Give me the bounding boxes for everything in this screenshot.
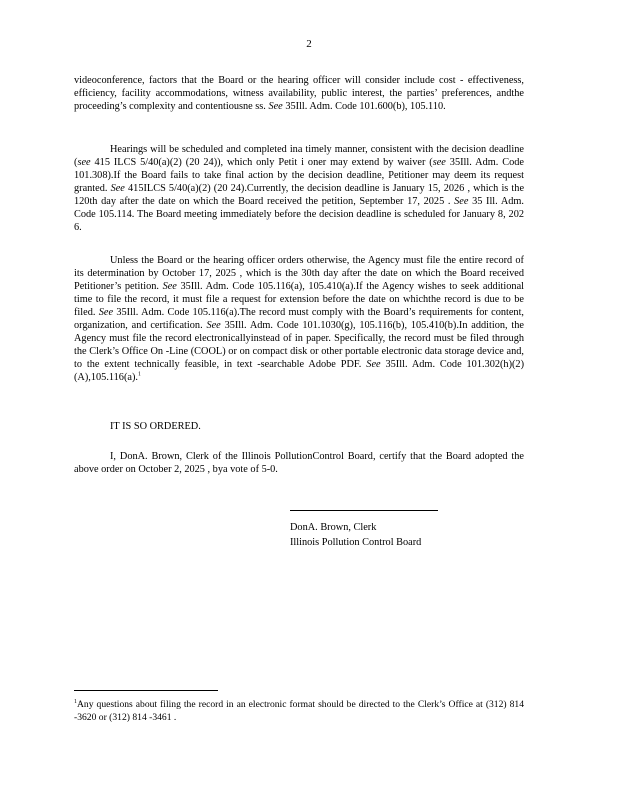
para2-text-a: Hearings will be scheduled and completed ina timely manner, consistent with the decision deadline (	[74, 144, 524, 168]
signature-line	[290, 510, 438, 511]
citation-signal: See	[110, 183, 125, 194]
citation-signal: see	[77, 157, 91, 168]
citation-signal: See	[268, 101, 283, 112]
certification-text: I, DonA. Brown, Clerk of the Illinois PollutionControl Board, certify that the Board adopted the above order on October 2, 2025 , bya vote of 5-0.	[74, 451, 524, 475]
footnote-marker: 1	[74, 698, 77, 705]
citation-signal: See	[454, 196, 469, 207]
para2-text-e: 35 Ill. Adm. Code 105.114. The Board meeting immediately before the decision deadline is scheduled for January 8, 202 6.	[74, 196, 524, 233]
citation-signal: See	[162, 281, 177, 292]
paragraph-continued	[74, 74, 524, 113]
para3-text-c: 35Ill. Adm. Code 105.116(a).The record must comply with the Board’s requirements for content, organization, and certification.	[74, 307, 525, 331]
para3-text-d: 35Ill. Adm. Code 101.1030(g), 105.116(b), 105.410(b).In addition, the Agency must file the record electronicallyinstead of in paper. Specifically, the record must be filed through the Clerk’s Office On -Line (COOL) or on compact disk or other portable electronic data storage device and, to the extent technically feasible, in text -searchable Adobe PDF.	[74, 320, 524, 370]
signer-name: DonA. Brown, Clerk	[290, 522, 377, 533]
para3-text-a: Unless the Board or the hearing officer orders otherwise, the Agency must file the entire record of its determination by October 17, 2025 , which is the 30th day after the date on which the Board received Petitioner’s petition.	[74, 255, 524, 292]
footnote	[74, 698, 524, 724]
footnote-divider	[74, 690, 218, 691]
footnote-text: Any questions about filing the record in an electronic format should be directed to the Clerk’s Office at (312) 814 -3620 or (312) 814 -3461 .	[74, 699, 524, 723]
signature-block	[290, 520, 421, 550]
citation-signal: see	[432, 157, 446, 168]
para2-text-d: 415ILCS 5/40(a)(2) (20 24).Currently, the decision deadline is January 15, 2026 , which is the 120th day after the date on which the Board received the petition, September 17, 2025 .	[74, 183, 525, 207]
footnote-reference[interactable]: 1	[137, 371, 141, 378]
para1-text: videoconference, factors that the Board or the hearing officer will consider include cost - effectiveness, efficiency, facility accommodations, witness availability, public interest, the parties’ preferences, andthe proceeding’s complexity and contentiousne ss.	[74, 75, 524, 112]
para3-text-e: 35Ill. Adm. Code 101.302(h)(2)(A),105.116(a).	[74, 359, 525, 383]
order-statement: IT IS SO ORDERED.	[110, 421, 201, 432]
paragraph-hearings	[74, 143, 524, 234]
certification	[74, 450, 524, 476]
para1-citation: 35Ill. Adm. Code 101.600(b), 105.110.	[285, 101, 446, 112]
citation-signal: See	[206, 320, 221, 331]
citation-signal: See	[366, 359, 381, 370]
signer-organization: Illinois Pollution Control Board	[290, 537, 422, 548]
citation-signal: See	[98, 307, 114, 318]
para2-text-b: 415 ILCS 5/40(a)(2) (20 24)), which only Petit i oner may extend by waiver (	[94, 157, 433, 168]
para3-text-b: 35Ill. Adm. Code 105.116(a), 105.410(a).If the Agency wishes to seek additional time to file the record, it must file a request for extension before the date on whichthe record is due to be filed.	[74, 281, 524, 318]
paragraph-record	[74, 254, 524, 384]
para2-text-c: 35Ill. Adm. Code 101.308).If the Board fails to take final action by the decision deadline, Petitioner may deem its request granted.	[74, 157, 524, 194]
page-number: 2	[306, 38, 312, 50]
